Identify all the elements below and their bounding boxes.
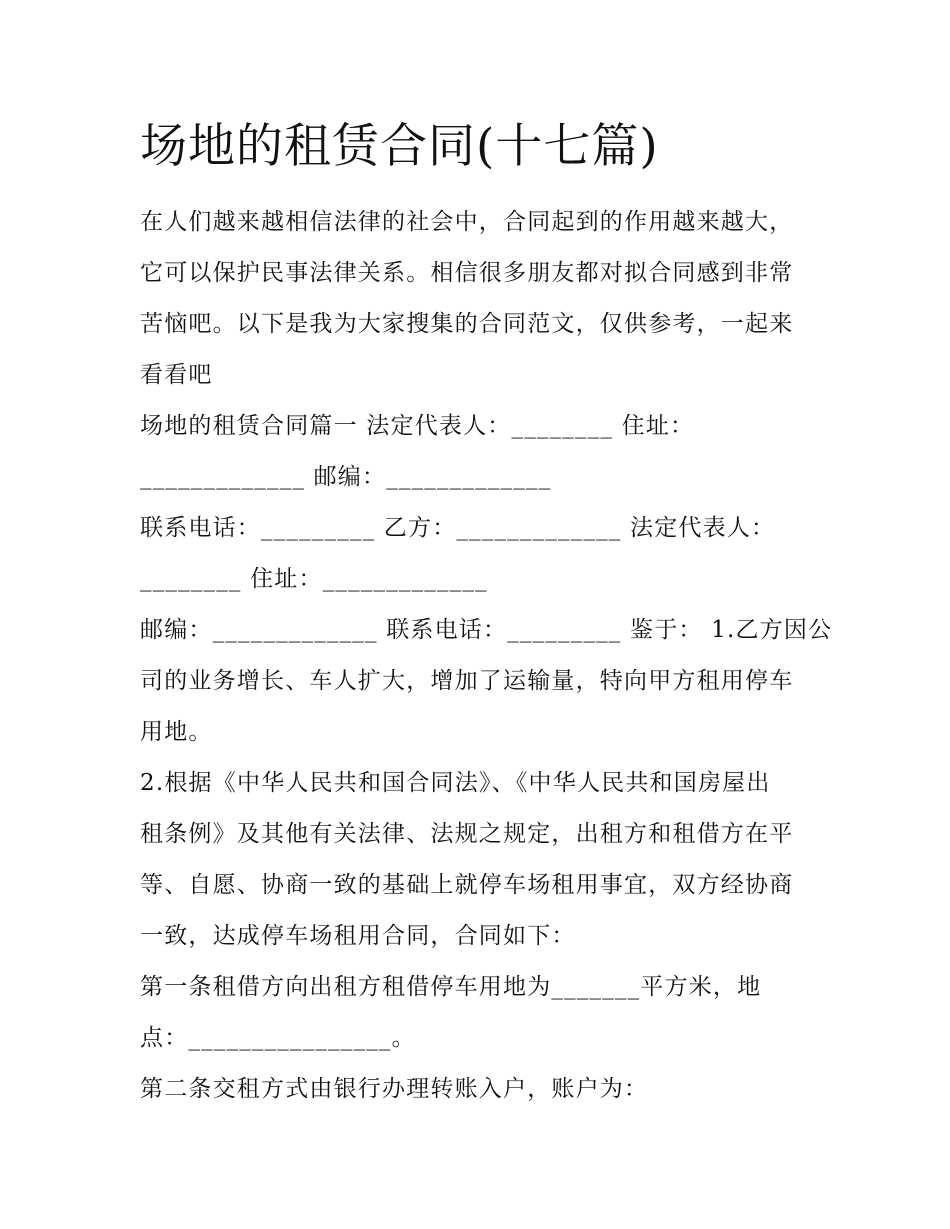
paragraph-line: ________ 住址：_____________ (140, 566, 488, 592)
paragraph-line: 场地的租赁合同篇一 法定代表人：________ 住址： (140, 413, 695, 439)
paragraph-line: 租条例》及其他有关法律、法规之规定，出租方和租借方在平 (140, 821, 794, 847)
paragraph-line: 邮编：_____________ 联系电话：_________ 鉴于： 1.乙方因公 (140, 617, 833, 643)
paragraph-line: 它可以保护民事法律关系。相信很多朋友都对拟合同感到非常 (140, 260, 794, 286)
paragraph-line: 联系电话：_________ 乙方：_____________ 法定代表人： (140, 515, 776, 541)
paragraph-line: 点：________________。 (140, 1025, 416, 1051)
paragraph-line: 在人们越来越相信法律的社会中，合同起到的作用越来越大， (140, 209, 794, 235)
paragraph-line: 苦恼吧。以下是我为大家搜集的合同范文，仅供参考，一起来 (140, 311, 794, 337)
paragraph-line: 第一条租借方向出租方租借停车用地为_______平方米，地 (140, 974, 762, 1000)
paragraph-line: 司的业务增长、车人扩大，增加了运输量，特向甲方租用停车 (140, 668, 794, 694)
paragraph-line: 等、自愿、协商一致的基础上就停车场租用事宜，双方经协商 (140, 872, 794, 898)
paragraph-line: 看看吧 (140, 362, 213, 388)
paragraph-line: 2.根据《中华人民共和国合同法》、《中华人民共和国房屋出 (140, 770, 771, 796)
paragraph-line: 一致，达成停车场租用合同，合同如下： (140, 923, 576, 949)
document-title: 场地的租赁合同(十七篇) (140, 119, 659, 174)
paragraph-line: 第二条交租方式由银行办理转账入户，账户为： (140, 1076, 649, 1102)
paragraph-line: 用地。 (140, 719, 213, 745)
paragraph-line: _____________ 邮编：_____________ (140, 464, 552, 490)
